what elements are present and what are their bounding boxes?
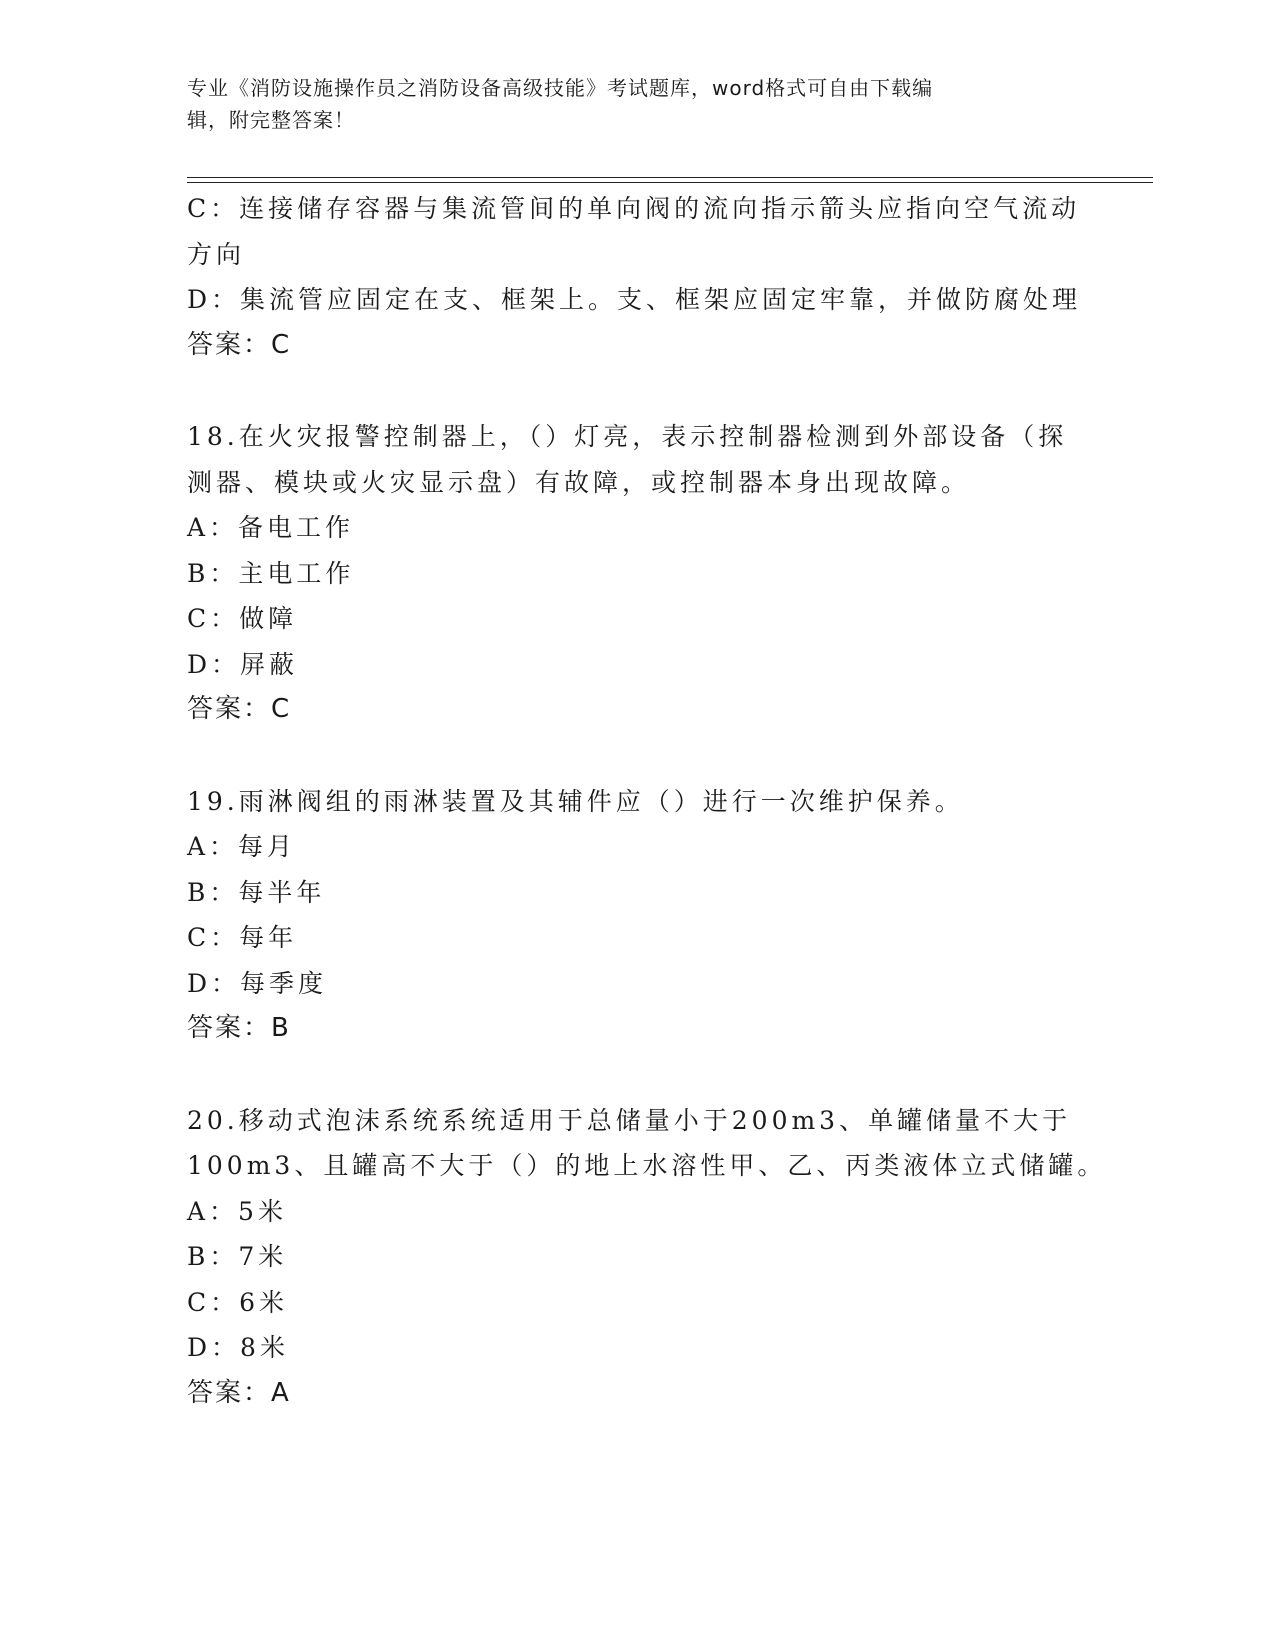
q18-option-a: A：备电工作	[187, 513, 355, 542]
q18-answer: 答案：C	[187, 694, 292, 724]
q18-stem-line-2: 测器、模块或火灾显示盘）有故障，或控制器本身出现故障。	[187, 467, 971, 497]
question-content	[187, 186, 1107, 1416]
document-header	[187, 72, 1067, 136]
header-divider-bottom	[187, 182, 1153, 183]
q17-option-d: D：集流管应固定在支、框架上。支、框架应固定牢靠，并做防腐处理	[187, 285, 1082, 314]
q18-option-c: C：做障	[187, 604, 298, 633]
q20-option-d: D：8米	[187, 1333, 289, 1362]
question-18	[187, 414, 1087, 733]
question-19	[187, 779, 1087, 1052]
q18-option-d: D：屏蔽	[187, 649, 299, 679]
header-divider-top	[187, 177, 1153, 178]
q19-option-b: B：每半年	[187, 877, 326, 907]
q19-option-c: C：每年	[187, 923, 298, 952]
header-line-2: 辑，附完整答案！	[187, 108, 355, 132]
q20-answer: 答案：A	[187, 1377, 291, 1408]
question-20	[187, 1098, 1107, 1417]
q19-option-d: D：每季度	[187, 968, 328, 998]
q20-option-b: B：7米	[187, 1242, 288, 1271]
q17-option-c-line-2: 方向	[187, 239, 246, 269]
q20-option-a: A：5米	[187, 1196, 287, 1226]
q20-stem-line-2: 100m3、且罐高不大于（）的地上水溶性甲、乙、丙类液体立式储罐。	[187, 1151, 1107, 1180]
q19-answer: 答案：B	[187, 1013, 291, 1043]
question-17-tail	[187, 186, 1087, 368]
header-line-1: 专业《消防设施操作员之消防设备高级技能》考试题库，word格式可自由下载编	[187, 76, 934, 100]
q20-option-c: C：6米	[187, 1287, 289, 1317]
q19-option-a: A：每月	[187, 832, 297, 861]
spacer	[187, 733, 1087, 779]
q20-stem-line-1: 20.移动式泡沫系统系统适用于总储量小于200m3、单罐储量不大于	[187, 1105, 1072, 1135]
q18-option-b: B：主电工作	[187, 558, 355, 588]
q18-stem-line-1: 18.在火灾报警控制器上，（）灯亮，表示控制器检测到外部设备（探	[187, 422, 1068, 451]
spacer	[187, 1052, 1087, 1098]
q17-option-c-line-1: C：连接储存容器与集流管间的单向阀的流向指示箭头应指向空气流动	[187, 194, 1081, 223]
spacer	[187, 368, 1087, 414]
q19-stem-line-1: 19.雨淋阀组的雨淋装置及其辅件应（）进行一次维护保养。	[187, 786, 964, 816]
q17-answer: 答案：C	[187, 329, 292, 360]
